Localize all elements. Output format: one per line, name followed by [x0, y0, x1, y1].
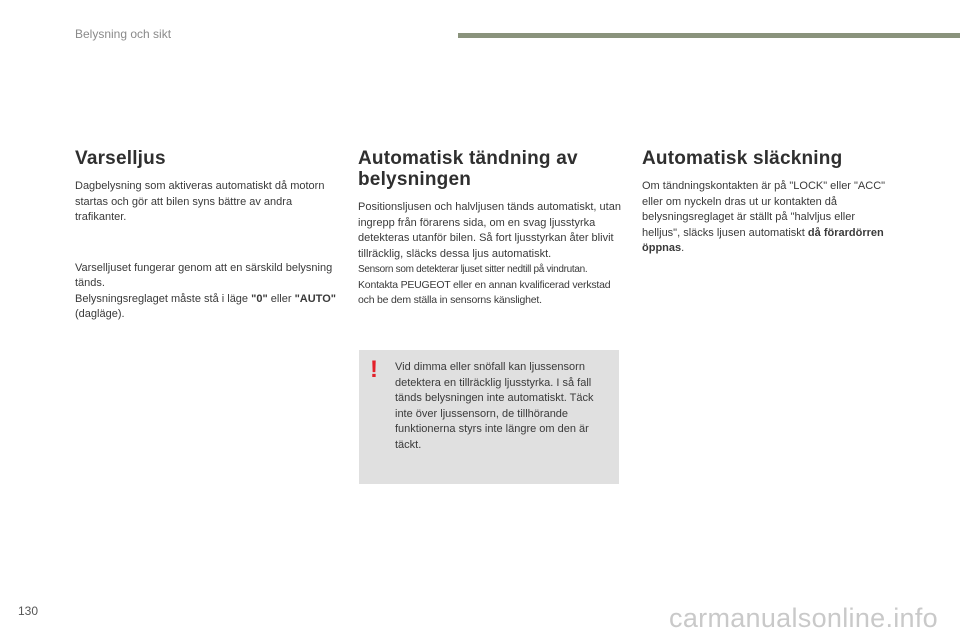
switch-note-text: Belysningsreglaget måste stå i läge: [75, 292, 252, 305]
heading-daytime-lights: Varselljus: [75, 148, 166, 169]
switch-position-auto: "AUTO": [294, 292, 336, 305]
switch-off-condition: då förardörren öppnas: [642, 226, 884, 254]
switch-note-end: (dagläge).: [75, 308, 125, 320]
daytime-lights-intro: Dagbelysning som aktiveras automatiskt då motorn startas och gör att bilen syns bättre av andra trafikanter.: [75, 180, 325, 223]
watermark: carmanualsonline.info: [669, 603, 938, 633]
column-automatic-lighting: [358, 148, 628, 309]
header-accent-bar: [458, 33, 960, 38]
sensor-adjustment-note: Kontakta PEUGEOT eller en annan kvalificerad verkstad och be dem ställa in sensorns känslighet.: [358, 278, 611, 306]
switch-note-or: eller: [267, 292, 295, 305]
switch-off-end: .: [681, 242, 685, 254]
daytime-lights-switch-note: [75, 292, 337, 323]
column-daytime-lights: [75, 148, 337, 323]
heading-automatic-lighting: Automatisk tändning av belysningen: [358, 148, 578, 190]
switch-off-text: Om tändningskontakten är på "LOCK" eller "ACC" eller om nyckeln dras ut ur kontakten då belysningsreglaget är ställt på "halvljus eller helljus", släcks ljusen automatiskt: [642, 180, 886, 239]
warning-text: Vid dimma eller snöfall kan ljussensorn detektera en tillräcklig ljusstyrka. I så fall tänds belysningen inte automatiskt. Täck inte över ljussensorn, de tillhörande funktionerna styrs inte längre om den är täckt.: [395, 361, 594, 451]
heading-automatic-switch-off: Automatisk släckning: [642, 148, 843, 169]
daytime-lights-function: Varselljuset fungerar genom att en särskild belysning tänds.: [75, 261, 333, 289]
warning-icon: !: [370, 356, 378, 383]
warning-box: [359, 350, 619, 484]
automatic-switch-off-description: [642, 179, 892, 257]
column-automatic-switch-off: [642, 148, 892, 257]
switch-position-0: "0": [251, 292, 268, 305]
automatic-lighting-description: Positionsljusen och halvljusen tänds automatiskt, utan ingrepp från förarens sida, om en svag ljusstyrka detekteras utanför bilen. Så fort ljusstyrkan åter blivit tillräcklig, släcks dessa ljus automatiskt.: [358, 201, 621, 260]
page-number: 130: [18, 604, 39, 618]
sensor-location-note: Sensorn som detekterar ljuset sitter nedtill på vindrutan.: [358, 264, 588, 275]
section-title: Belysning och sikt: [75, 27, 172, 41]
